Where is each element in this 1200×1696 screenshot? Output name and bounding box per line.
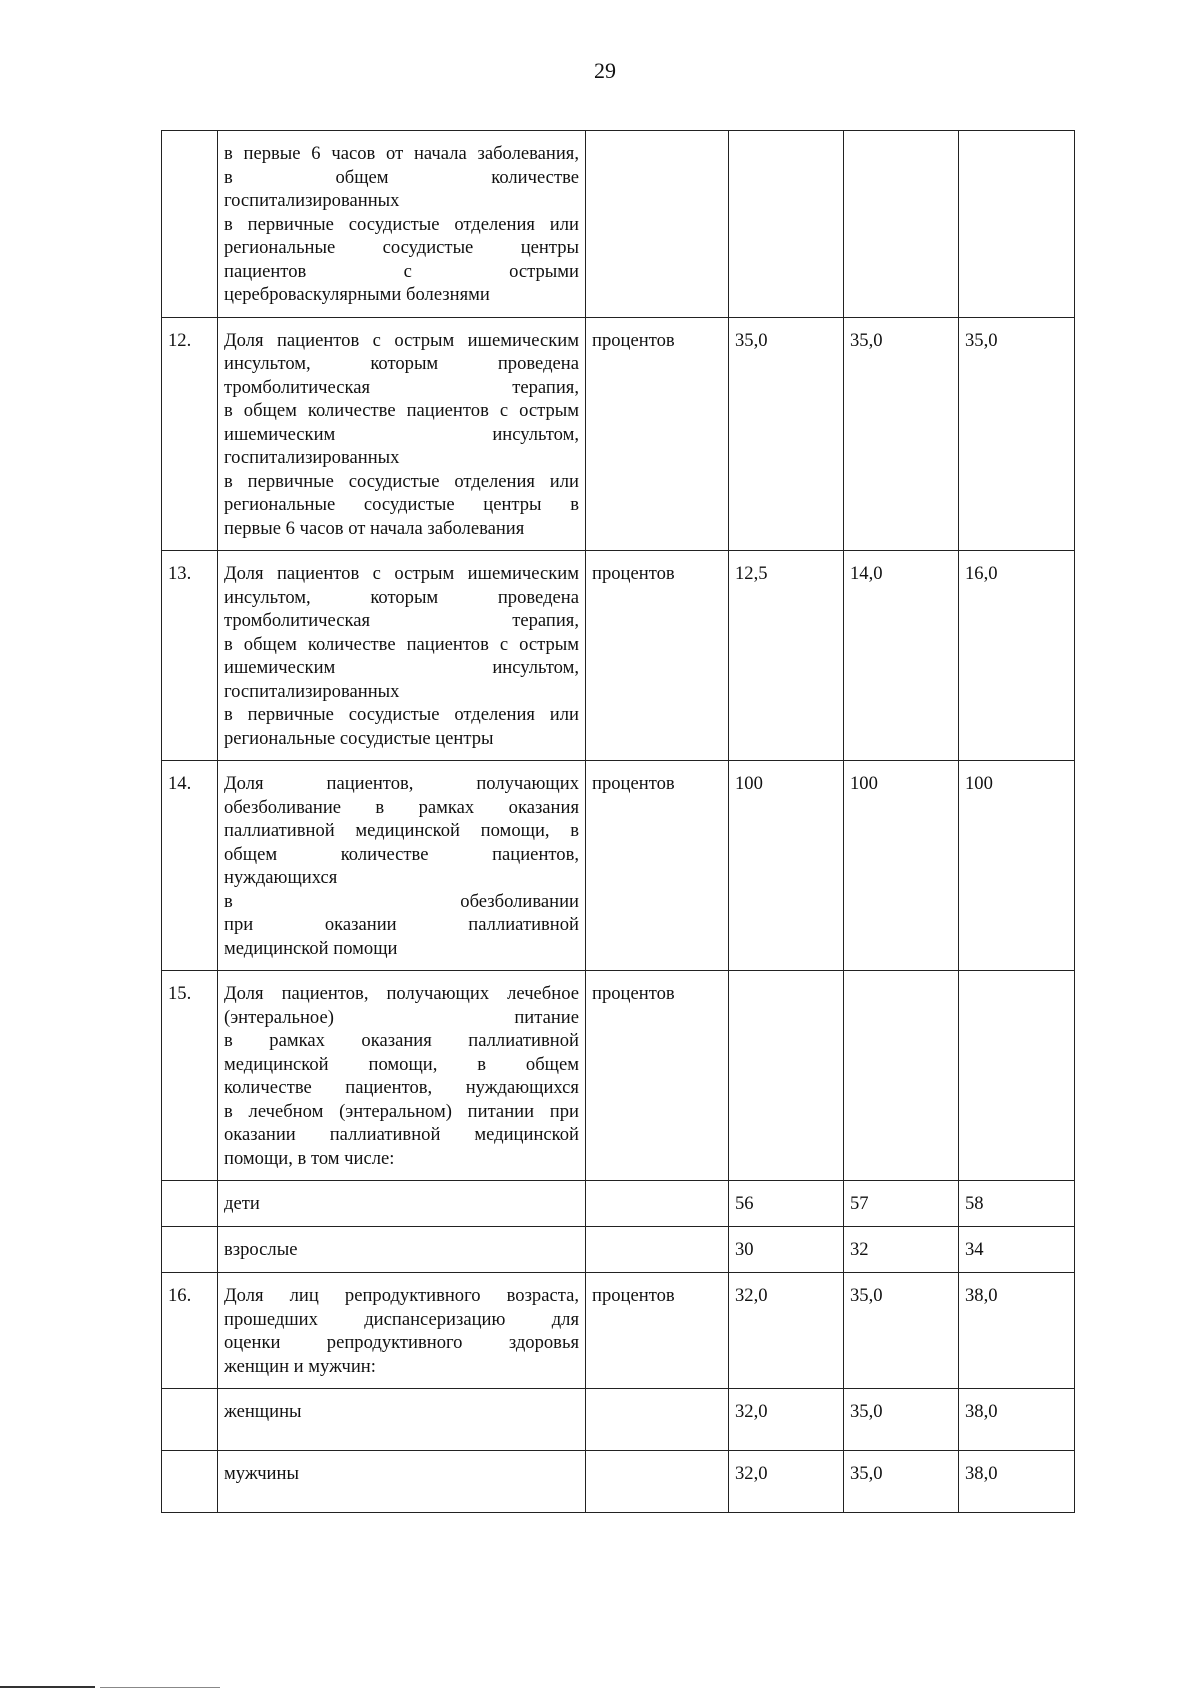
value-year-3: 16,0: [959, 551, 1075, 761]
description-line: Доля лиц репродуктивного возраста,: [224, 1285, 579, 1306]
description-line: ишемическим инсультом,: [224, 657, 579, 678]
description-line: прошедших диспансеризацию для: [224, 1308, 579, 1330]
unit-cell: [586, 1451, 729, 1513]
value-year-3: 34: [959, 1227, 1075, 1273]
indicator-description: [218, 131, 586, 318]
value-year-3: 58: [959, 1181, 1075, 1227]
unit-cell: процентов: [586, 971, 729, 1181]
description-line: инсультом, которым проведена: [224, 353, 579, 374]
value-year-1: [729, 971, 844, 1181]
description-line: (энтеральное) питание: [224, 1006, 579, 1028]
description-line: мужчины: [224, 1463, 299, 1484]
description-line: в первые 6 часов от начала заболевания,: [224, 143, 579, 164]
description-line: в обезболивании: [224, 890, 579, 912]
row-number: [162, 1389, 218, 1451]
value-year-3: 38,0: [959, 1273, 1075, 1389]
description-line: первые 6 часов от начала заболевания: [224, 517, 525, 539]
description-line: в первичные сосудистые отделения или: [224, 470, 579, 492]
value-year-3: 38,0: [959, 1389, 1075, 1451]
description-line: в общем количестве пациентов с острым: [224, 400, 579, 421]
value-year-3: 35,0: [959, 317, 1075, 551]
description-line: женщин и мужчин:: [224, 1355, 376, 1377]
description-line: региональные сосудистые центры: [224, 727, 494, 749]
indicator-description: [218, 1227, 586, 1273]
description-line: взрослые: [224, 1239, 298, 1260]
unit-cell: процентов: [586, 551, 729, 761]
table-row: [162, 1273, 1075, 1389]
description-line: паллиативной медицинской помощи, в: [224, 820, 579, 841]
scan-edge-line: [0, 1686, 95, 1688]
description-line: ишемическим инсультом,: [224, 423, 579, 445]
description-line: госпитализированных: [224, 190, 400, 211]
table-row: [162, 971, 1075, 1181]
value-year-1: 32,0: [729, 1389, 844, 1451]
description-line: Доля пациентов, получающих: [224, 773, 579, 794]
description-line: в первичные сосудистые отделения или: [224, 704, 579, 725]
row-number: 12.: [162, 317, 218, 551]
value-year-2: [844, 131, 959, 318]
indicator-description: [218, 317, 586, 551]
value-year-3: [959, 131, 1075, 318]
value-year-2: 35,0: [844, 1273, 959, 1389]
table-row: [162, 317, 1075, 551]
indicators-table: [161, 130, 1075, 1513]
value-year-1: 12,5: [729, 551, 844, 761]
value-year-2: 57: [844, 1181, 959, 1227]
table-row: [162, 551, 1075, 761]
description-line: инсультом, которым проведена: [224, 586, 579, 608]
row-number: [162, 1227, 218, 1273]
description-line: в лечебном (энтеральном) питании при: [224, 1100, 579, 1122]
description-line: дети: [224, 1193, 260, 1214]
table-body: [162, 131, 1075, 1513]
value-year-2: 35,0: [844, 317, 959, 551]
description-line: при оказании паллиативной: [224, 914, 579, 935]
value-year-2: 35,0: [844, 1389, 959, 1451]
indicator-description: [218, 971, 586, 1181]
description-line: тромболитическая терапия,: [224, 376, 579, 398]
description-line: пациентов с острыми: [224, 260, 579, 282]
description-line: количестве пациентов, нуждающихся: [224, 1077, 579, 1098]
description-line: региональные сосудистые центры: [224, 237, 579, 258]
table-row: [162, 1181, 1075, 1227]
row-number: 14.: [162, 761, 218, 971]
row-number: 16.: [162, 1273, 218, 1389]
description-line: общем количестве пациентов,: [224, 843, 579, 865]
row-number: 15.: [162, 971, 218, 1181]
value-year-2: 14,0: [844, 551, 959, 761]
description-line: оценки репродуктивного здоровья: [224, 1332, 579, 1353]
table-row: [162, 131, 1075, 318]
description-line: помощи, в том числе:: [224, 1147, 395, 1169]
indicator-description: [218, 1273, 586, 1389]
description-line: в общем количестве пациентов с острым: [224, 633, 579, 655]
description-line: в рамках оказания паллиативной: [224, 1030, 579, 1051]
table-row: [162, 761, 1075, 971]
description-line: Доля пациентов с острым ишемическим: [224, 329, 579, 351]
description-line: нуждающихся: [224, 867, 338, 888]
value-year-2: 32: [844, 1227, 959, 1273]
scan-edge-line: [100, 1687, 220, 1688]
value-year-1: 35,0: [729, 317, 844, 551]
description-line: оказании паллиативной медицинской: [224, 1124, 579, 1145]
unit-cell: [586, 1389, 729, 1451]
value-year-2: [844, 971, 959, 1181]
indicator-description: [218, 1389, 586, 1451]
row-number: 13.: [162, 551, 218, 761]
row-number: [162, 1451, 218, 1513]
description-line: госпитализированных: [224, 447, 400, 468]
description-line: Доля пациентов с острым ишемическим: [224, 563, 579, 584]
indicator-description: [218, 1451, 586, 1513]
unit-cell: процентов: [586, 317, 729, 551]
indicator-description: [218, 1181, 586, 1227]
description-line: женщины: [224, 1401, 302, 1422]
value-year-3: 38,0: [959, 1451, 1075, 1513]
description-line: Доля пациентов, получающих лечебное: [224, 983, 579, 1004]
value-year-1: 100: [729, 761, 844, 971]
row-number: [162, 131, 218, 318]
description-line: госпитализированных: [224, 680, 400, 702]
value-year-3: 100: [959, 761, 1075, 971]
description-line: обезболивание в рамках оказания: [224, 796, 579, 818]
description-line: региональные сосудистые центры в: [224, 494, 579, 515]
value-year-1: 32,0: [729, 1273, 844, 1389]
unit-cell: процентов: [586, 761, 729, 971]
description-line: в первичные сосудистые отделения или: [224, 213, 579, 235]
value-year-1: [729, 131, 844, 318]
table-row: [162, 1451, 1075, 1513]
description-line: в общем количестве: [224, 166, 579, 188]
unit-cell: процентов: [586, 1273, 729, 1389]
page-number: 29: [594, 58, 616, 83]
unit-cell: [586, 1181, 729, 1227]
value-year-1: 32,0: [729, 1451, 844, 1513]
unit-cell: [586, 131, 729, 318]
value-year-2: 100: [844, 761, 959, 971]
description-line: медицинской помощи: [224, 937, 398, 959]
table-row: [162, 1227, 1075, 1273]
description-line: тромболитическая терапия,: [224, 610, 579, 631]
row-number: [162, 1181, 218, 1227]
indicator-description: [218, 761, 586, 971]
description-line: цереброваскулярными болезнями: [224, 284, 490, 305]
unit-cell: [586, 1227, 729, 1273]
value-year-2: 35,0: [844, 1451, 959, 1513]
indicator-description: [218, 551, 586, 761]
value-year-1: 56: [729, 1181, 844, 1227]
table-row: [162, 1389, 1075, 1451]
description-line: медицинской помощи, в общем: [224, 1053, 579, 1075]
value-year-1: 30: [729, 1227, 844, 1273]
value-year-3: [959, 971, 1075, 1181]
